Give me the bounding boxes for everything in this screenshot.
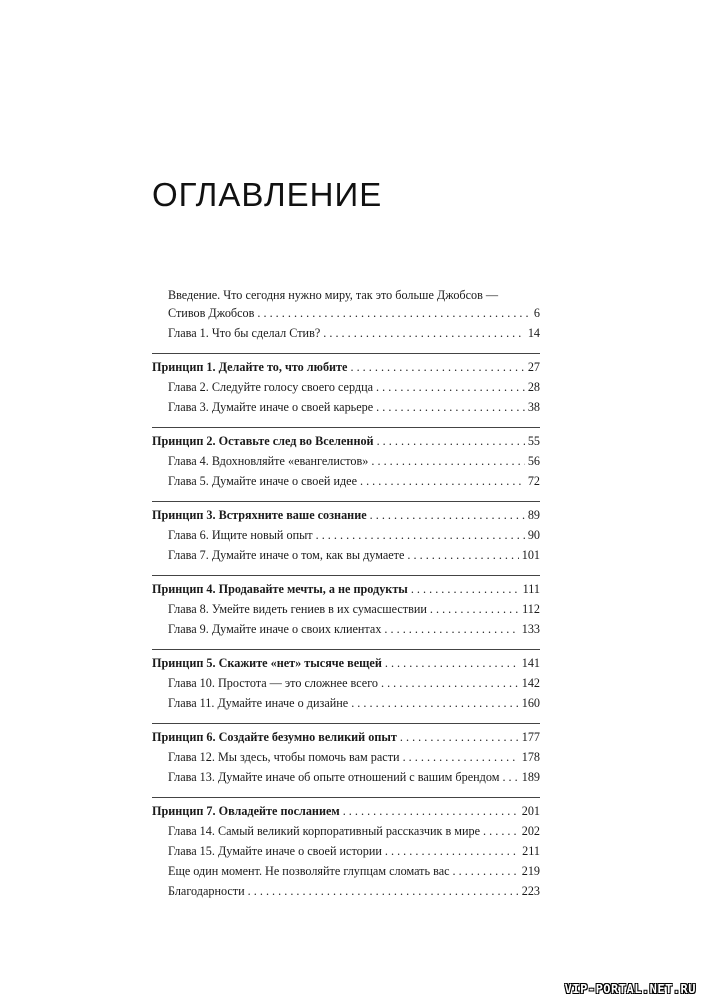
toc-page-number: 90 [527, 528, 540, 542]
toc-entry-label: Глава 3. Думайте иначе о своей карьере [168, 400, 374, 414]
leader-dots [483, 824, 519, 839]
toc-entry-label: Глава 4. Вдохновляйте «евангелистов» [168, 454, 369, 468]
table-of-contents [152, 288, 540, 904]
toc-chapter-entry[interactable] [152, 864, 540, 884]
toc-intro-label-1: Введение. Что сегодня нужно миру, так это больше Джобсов — [168, 288, 499, 302]
leader-dots [343, 804, 519, 819]
toc-page-number: 101 [521, 548, 540, 562]
toc-principle-6[interactable] [152, 730, 540, 750]
toc-page-number: 160 [521, 696, 540, 710]
toc-page-number: 27 [527, 360, 540, 374]
toc-principle-4[interactable] [152, 582, 540, 602]
toc-principle-label: Принцип 3. Встряхните ваше сознание [152, 508, 367, 522]
toc-page-number: 178 [521, 750, 540, 764]
section-divider [152, 723, 540, 724]
toc-entry-label: Глава 8. Умейте видеть гениев в их сумасшествии [168, 602, 427, 616]
section-divider [152, 649, 540, 650]
section-divider [152, 797, 540, 798]
leader-dots [376, 380, 525, 395]
toc-intro-line1[interactable] [152, 288, 540, 306]
toc-entry-label: Глава 14. Самый великий корпоративный рассказчик в мире [168, 824, 481, 838]
toc-principle-label: Принцип 4. Продавайте мечты, а не продукты [152, 582, 408, 596]
toc-page-number: 14 [527, 326, 540, 340]
toc-page-number: 219 [521, 864, 540, 878]
leader-dots [411, 582, 520, 597]
toc-page-number: 211 [522, 844, 540, 858]
toc-entry-label: Глава 13. Думайте иначе об опыте отношений с вашим брендом [168, 770, 500, 784]
toc-entry-label: Глава 11. Думайте иначе о дизайне [168, 696, 349, 710]
leader-dots [385, 656, 519, 671]
leader-dots [453, 864, 519, 879]
section-divider [152, 427, 540, 428]
toc-chapter-entry[interactable] [152, 380, 540, 400]
toc-chapter-entry[interactable] [152, 844, 540, 864]
toc-chapter-entry[interactable] [152, 770, 540, 790]
toc-principle-5[interactable] [152, 656, 540, 676]
toc-page-number: 38 [527, 400, 540, 414]
leader-dots [316, 528, 525, 543]
leader-dots [360, 474, 525, 489]
toc-entry-label: Еще один момент. Не позволяйте глупцам сломать вас [168, 864, 450, 878]
toc-principle-label: Принцип 1. Делайте то, что любите [152, 360, 348, 374]
toc-chapter-entry[interactable] [152, 676, 540, 696]
page-title: ОГЛАВЛЕНИЕ [152, 176, 383, 213]
leader-dots [430, 602, 519, 617]
toc-chapter-entry[interactable] [152, 824, 540, 844]
leader-dots [385, 844, 519, 859]
toc-entry-label: Глава 15. Думайте иначе о своей истории [168, 844, 382, 858]
toc-chapter-entry[interactable] [152, 548, 540, 568]
leader-dots [381, 676, 519, 691]
toc-intro-line2[interactable] [152, 306, 540, 326]
toc-page-number: 28 [527, 380, 540, 394]
toc-page-number: 56 [527, 454, 540, 468]
leader-dots [376, 400, 525, 415]
toc-page-number: 111 [522, 582, 540, 596]
section-divider [152, 575, 540, 576]
toc-page-number: 141 [521, 656, 540, 670]
leader-dots [370, 508, 525, 523]
toc-page-number: 223 [521, 884, 540, 898]
toc-page-number: 55 [527, 434, 540, 448]
toc-page-number: 142 [521, 676, 540, 690]
toc-entry-label: Глава 2. Следуйте голосу своего сердца [168, 380, 374, 394]
leader-dots [407, 548, 518, 563]
toc-page-number: 177 [521, 730, 540, 744]
toc-entry-label: Благодарности [168, 884, 245, 898]
toc-chapter-entry[interactable] [152, 622, 540, 642]
leader-dots [248, 884, 519, 899]
toc-page-number: 201 [521, 804, 540, 818]
section-divider [152, 501, 540, 502]
toc-entry-label: Глава 12. Мы здесь, чтобы помочь вам расти [168, 750, 400, 764]
toc-chapter-1[interactable] [152, 326, 540, 346]
toc-page-number: 189 [521, 770, 540, 784]
toc-entry-label: Глава 5. Думайте иначе о своей идее [168, 474, 357, 488]
toc-entry-label: Глава 1. Что бы сделал Стив? [168, 326, 321, 340]
toc-chapter-entry[interactable] [152, 474, 540, 494]
toc-principle-label: Принцип 7. Овладейте посланием [152, 804, 340, 818]
leader-dots [377, 434, 525, 449]
toc-page-number: 133 [521, 622, 540, 636]
toc-chapter-entry[interactable] [152, 528, 540, 548]
toc-principle-2[interactable] [152, 434, 540, 454]
toc-page-number: 112 [522, 602, 540, 616]
leader-dots [403, 750, 519, 765]
leader-dots [257, 306, 531, 321]
leader-dots [323, 326, 525, 341]
section-divider [152, 353, 540, 354]
toc-intro-label-2: Стивов Джобсов [168, 306, 255, 320]
toc-principle-label: Принцип 6. Создайте безумно великий опыт [152, 730, 397, 744]
leader-dots [371, 454, 524, 469]
toc-chapter-entry[interactable] [152, 602, 540, 622]
toc-chapter-entry[interactable] [152, 454, 540, 474]
toc-principle-7[interactable] [152, 804, 540, 824]
toc-page-number: 72 [527, 474, 540, 488]
toc-page-number: 89 [527, 508, 540, 522]
toc-principle-1[interactable] [152, 360, 540, 380]
leader-dots [351, 696, 519, 711]
leader-dots [384, 622, 518, 637]
toc-entry-label: Глава 6. Ищите новый опыт [168, 528, 313, 542]
toc-principle-label: Принцип 2. Оставьте след во Вселенной [152, 434, 374, 448]
leader-dots [350, 360, 524, 375]
toc-principle-3[interactable] [152, 508, 540, 528]
leader-dots [502, 770, 518, 785]
toc-chapter-entry[interactable] [152, 696, 540, 716]
toc-page-number: 202 [521, 824, 540, 838]
toc-page-number: 6 [533, 306, 540, 320]
toc-chapter-entry[interactable] [152, 884, 540, 904]
toc-chapter-entry[interactable] [152, 750, 540, 770]
toc-principle-label: Принцип 5. Скажите «нет» тысяче вещей [152, 656, 382, 670]
toc-chapter-entry[interactable] [152, 400, 540, 420]
toc-entry-label: Глава 9. Думайте иначе о своих клиентах [168, 622, 382, 636]
toc-entry-label: Глава 7. Думайте иначе о том, как вы думаете [168, 548, 405, 562]
leader-dots [400, 730, 519, 745]
toc-entry-label: Глава 10. Простота — это сложнее всего [168, 676, 378, 690]
watermark: VIP-PORTAL.NET.RU [564, 982, 696, 996]
